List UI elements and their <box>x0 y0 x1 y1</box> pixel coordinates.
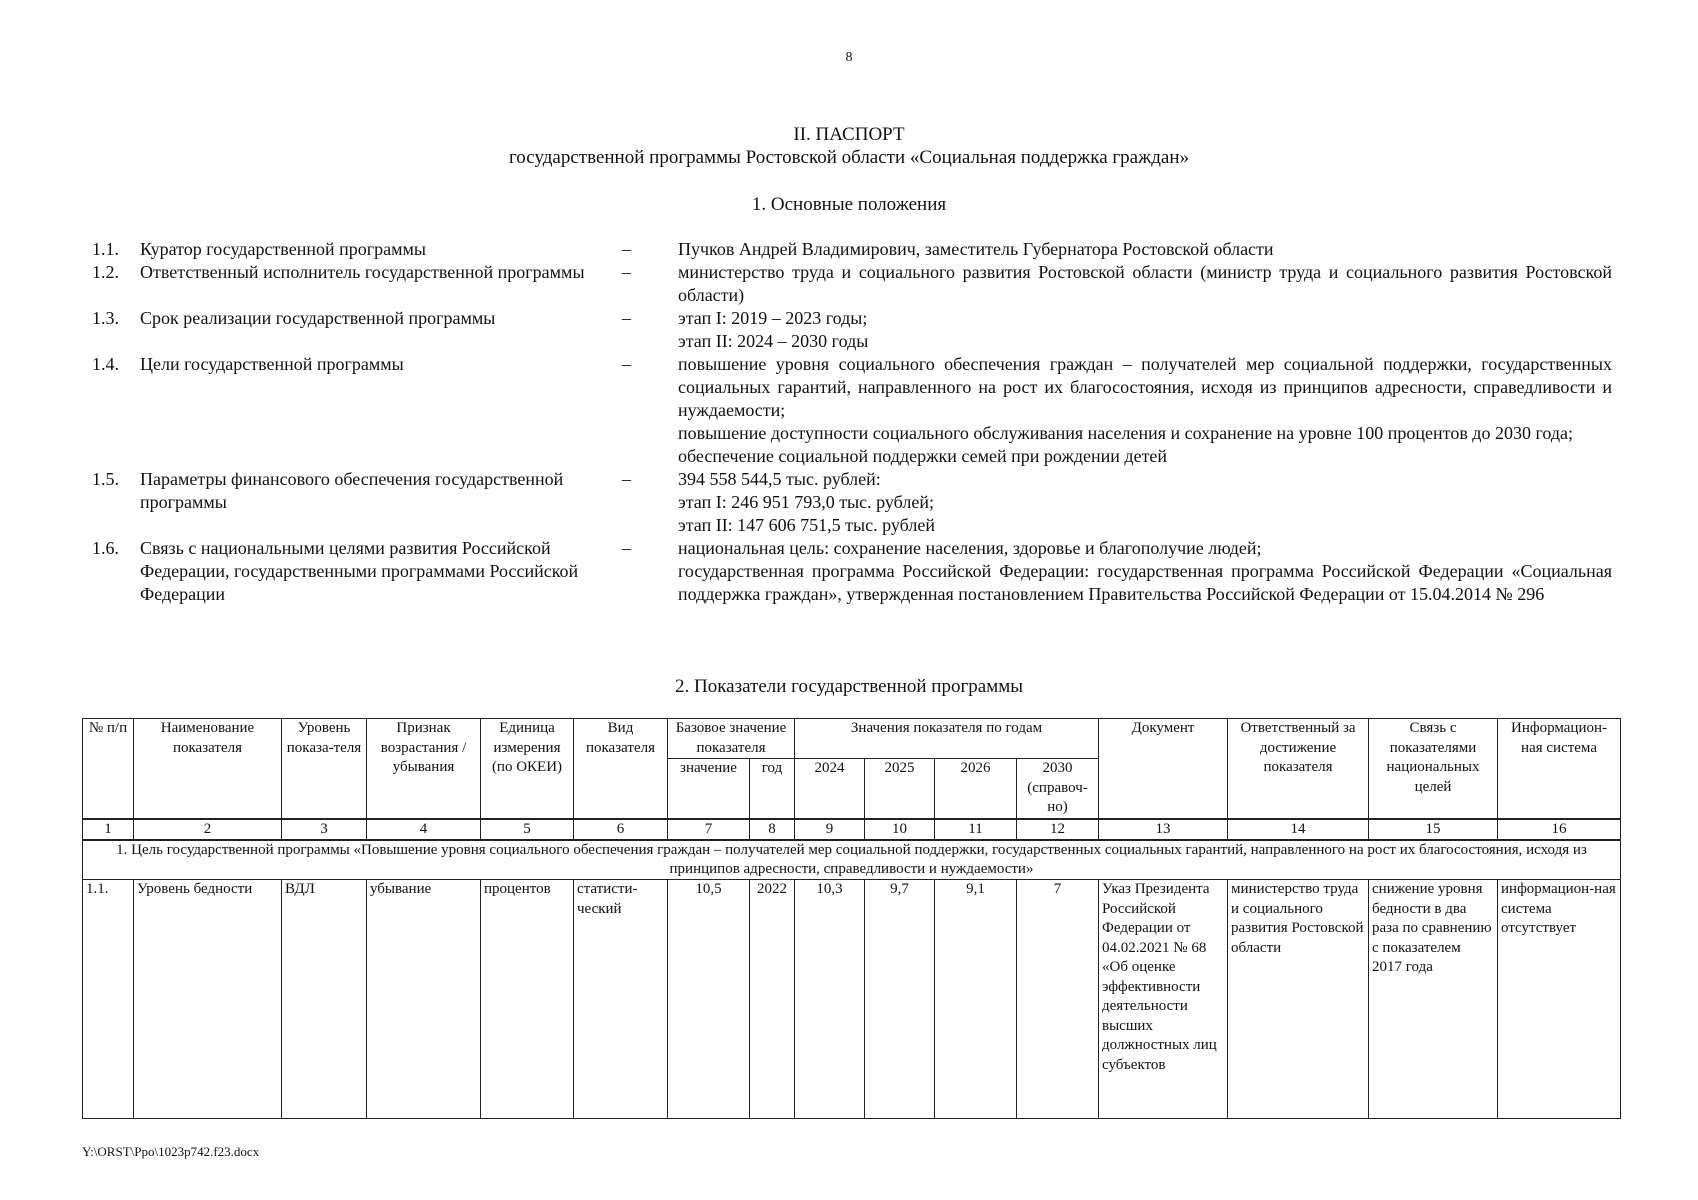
header-2026: 2026 <box>935 759 1017 819</box>
field-dash: – <box>622 308 631 328</box>
col-number: 5 <box>481 819 574 841</box>
col-number: 9 <box>795 819 865 841</box>
field-value <box>678 468 1612 537</box>
field-number: 1.2. <box>92 262 119 282</box>
field-value-line: национальная цель: сохранение населения, здоровье и благополучие людей; <box>678 538 1262 558</box>
header-2030: 2030 (справоч-но) <box>1017 759 1099 819</box>
cell-level: ВДЛ <box>282 880 367 1119</box>
field-value-line: государственная программа Российской Федерации: государственная программа Российской Федерации «Социальная поддержка граждан», утвержденная постановлением Правительства Российской Федерации от 15.04.2014 № 296 <box>678 561 1612 604</box>
field-dash: – <box>622 354 631 374</box>
field-dash: – <box>622 538 631 558</box>
cell-2025: 9,7 <box>865 880 935 1119</box>
goal-row <box>83 840 1621 880</box>
field-row <box>92 468 1612 537</box>
field-value <box>678 353 1612 468</box>
col-number: 7 <box>668 819 750 841</box>
col-number: 4 <box>367 819 481 841</box>
field-value-line: этап II: 2024 – 2030 годы <box>678 331 869 351</box>
field-value <box>678 261 1612 307</box>
header-2024: 2024 <box>795 759 865 819</box>
col-number: 14 <box>1228 819 1369 841</box>
header-base-year: год <box>750 759 795 819</box>
field-label: Срок реализации государственной программы <box>140 308 496 328</box>
col-number: 6 <box>574 819 668 841</box>
header-years: Значения показателя по годам <box>795 719 1099 759</box>
col-number: 1 <box>83 819 134 841</box>
header-num: № п/п <box>83 719 134 819</box>
field-value <box>678 238 1612 261</box>
passport-fields <box>92 238 1612 606</box>
cell-doc: Указ Президента Российской Федерации от 04.02.2021 № 68 «Об оценке эффективности деятельности высших должностных лиц субъектов <box>1099 880 1228 1119</box>
file-path-footer: Y:\ORST\Ppo\1023p742.f23.docx <box>82 1144 260 1159</box>
header-unit: Единица измерения (по ОКЕИ) <box>481 719 574 819</box>
field-value-line: этап I: 246 951 793,0 тыс. рублей; <box>678 492 934 512</box>
field-dash: – <box>622 262 631 282</box>
document-subtitle: государственной программы Ростовской области «Социальная поддержка граждан» <box>508 147 1190 168</box>
field-row <box>92 537 1612 606</box>
field-row <box>92 261 1612 307</box>
field-label: Цели государственной программы <box>140 354 404 374</box>
field-dash: – <box>622 469 631 489</box>
field-value-line: обеспечение социальной поддержки семей при рождении детей <box>678 446 1168 466</box>
goal-text: 1. Цель государственной программы «Повышение уровня социального обеспечения граждан – получателей мер социальной поддержки, государственных социальных гарантий, направленного на рост их благосостояния, исходя из принципов адресности, справедливости и нуждаемости» <box>83 840 1621 880</box>
field-row <box>92 353 1612 468</box>
header-2025: 2025 <box>865 759 935 819</box>
field-number: 1.3. <box>92 308 119 328</box>
field-row <box>92 307 1612 353</box>
field-value-line: Пучков Андрей Владимирович, заместитель Губернатора Ростовской области <box>678 239 1274 259</box>
col-number: 11 <box>935 819 1017 841</box>
cell-resp: министерство труда и социального развития Ростовской области <box>1228 880 1369 1119</box>
cell-link: снижение уровня бедности в два раза по сравнению с показателем 2017 года <box>1369 880 1498 1119</box>
col-number: 13 <box>1099 819 1228 841</box>
field-number: 1.1. <box>92 239 119 259</box>
field-label: Связь с национальными целями развития Российской Федерации, государственными программами Российской Федерации <box>140 538 579 604</box>
col-number: 2 <box>134 819 282 841</box>
field-value <box>678 307 1612 353</box>
header-resp: Ответственный за достижение показателя <box>1228 719 1369 819</box>
col-number: 15 <box>1369 819 1498 841</box>
cell-sign: убывание <box>367 880 481 1119</box>
indicators-table <box>82 718 1621 1119</box>
cell-base-value: 10,5 <box>668 880 750 1119</box>
field-value-line: этап I: 2019 – 2023 годы; <box>678 308 868 328</box>
field-label: Параметры финансового обеспечения государственной программы <box>140 469 564 512</box>
header-info: Информацион-ная система <box>1498 719 1621 819</box>
section-heading-indicators: 2. Показатели государственной программы <box>674 676 1024 697</box>
field-number: 1.6. <box>92 538 119 558</box>
table-row <box>83 880 1621 1119</box>
field-value <box>678 537 1612 606</box>
field-label: Ответственный исполнитель государственной программы <box>140 262 585 282</box>
header-base-value: значение <box>668 759 750 819</box>
header-base: Базовое значение показателя <box>668 719 795 759</box>
field-number: 1.4. <box>92 354 119 374</box>
field-label: Куратор государственной программы <box>140 239 426 259</box>
cell-2024: 10,3 <box>795 880 865 1119</box>
field-number: 1.5. <box>92 469 119 489</box>
document-title: II. ПАСПОРТ <box>793 124 905 145</box>
header-name: Наименование показателя <box>134 719 282 819</box>
field-row <box>92 238 1612 261</box>
header-type: Вид показателя <box>574 719 668 819</box>
field-value-line: 394 558 544,5 тыс. рублей: <box>678 469 881 489</box>
col-number: 16 <box>1498 819 1621 841</box>
col-number: 12 <box>1017 819 1099 841</box>
field-value-line: повышение доступности социального обслуживания населения и сохранение на уровне 100 процентов до 2030 года; <box>678 423 1574 443</box>
cell-info: информацион-ная система отсутствует <box>1498 880 1621 1119</box>
field-value-line: повышение уровня социального обеспечения граждан – получателей мер социальной поддержки, государственных социальных гарантий, направленного на рост их благосостояния, исходя из принципов адресности, справедливости и нуждаемости; <box>678 354 1612 420</box>
header-link: Связь с показателями национальных целей <box>1369 719 1498 819</box>
col-number: 10 <box>865 819 935 841</box>
header-doc: Документ <box>1099 719 1228 819</box>
header-sign: Признак возрастания / убывания <box>367 719 481 819</box>
field-dash: – <box>622 239 631 259</box>
cell-type: статисти-ческий <box>574 880 668 1119</box>
section-heading-basic: 1. Основные положения <box>751 194 947 215</box>
field-value-line: министерство труда и социального развития Ростовской области (министр труда и социального развития Ростовской области) <box>678 262 1612 305</box>
cell-unit: процентов <box>481 880 574 1119</box>
cell-num: 1.1. <box>83 880 134 1119</box>
field-value-line: этап II: 147 606 751,5 тыс. рублей <box>678 515 935 535</box>
cell-base-year: 2022 <box>750 880 795 1119</box>
col-number: 3 <box>282 819 367 841</box>
header-level: Уровень показа-теля <box>282 719 367 819</box>
page-number: 8 <box>845 50 853 65</box>
cell-name: Уровень бедности <box>134 880 282 1119</box>
column-number-row <box>83 819 1621 841</box>
cell-2026: 9,1 <box>935 880 1017 1119</box>
col-number: 8 <box>750 819 795 841</box>
cell-2030: 7 <box>1017 880 1099 1119</box>
